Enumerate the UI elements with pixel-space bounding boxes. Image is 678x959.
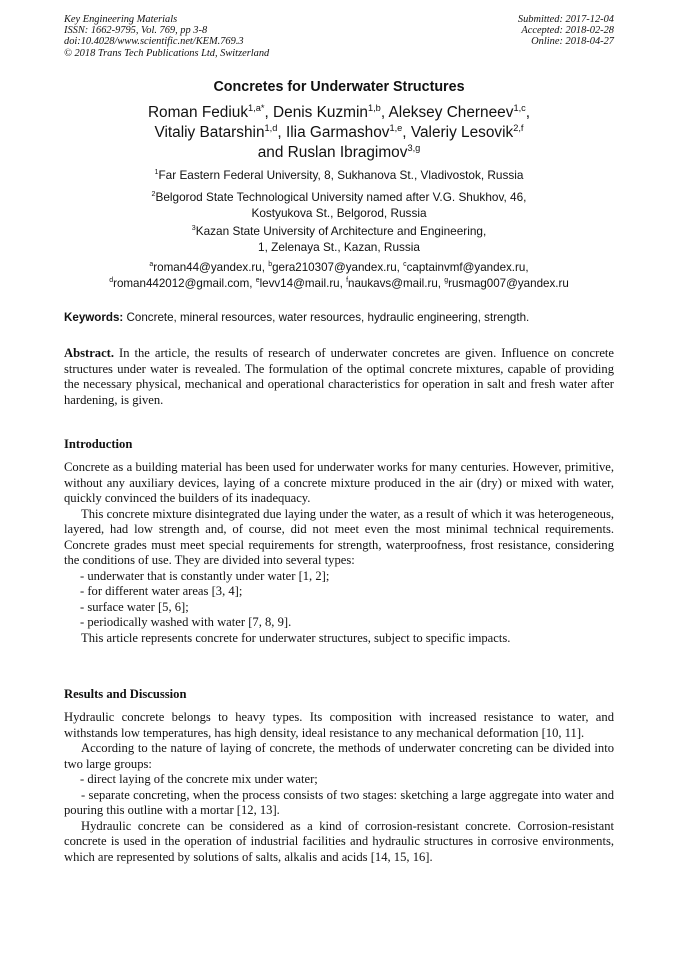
- list-item: - underwater that is constantly under water [1, 2];: [80, 568, 330, 583]
- email-address[interactable]: naukavs@mail.ru: [348, 276, 438, 290]
- introduction-body: [64, 460, 614, 646]
- list-item: - direct laying of the concrete mix under water;: [80, 772, 318, 786]
- author-name: and Ruslan Ibragimov: [257, 144, 408, 161]
- email-list: $^a$roman44@yandex.ru, $^b$gera210307@yandex.ru, $^c$captainvmf@yandex.ru, $^d$roman442012@gmail.com, $^e$levv14@mail.ru, $^f$naukavs@mail.ru, $^g$rusmag007@yandex.ru: [109, 261, 569, 290]
- email-address[interactable]: gera210307@yandex.ru: [272, 261, 397, 274]
- journal-name: Key Engineering Materials: [64, 14, 178, 25]
- author-line: [0, 123, 678, 143]
- email-sup: g: [444, 276, 449, 284]
- affiliation-text: Kazan State University of Architecture and Engineering,: [195, 224, 487, 238]
- email-address[interactable]: captainvmf@yandex.ru: [406, 261, 526, 274]
- abstract-label: Abstract.: [64, 346, 115, 360]
- affiliation-sup: 2: [151, 190, 156, 199]
- section-heading-introduction: Introduction: [64, 437, 133, 451]
- email-address[interactable]: levv14@mail.ru: [259, 276, 340, 290]
- date-online: Online: 2018-04-27: [531, 36, 614, 48]
- email-sup: f: [346, 276, 349, 284]
- author-name: Ilia Garmashov: [285, 124, 390, 141]
- author-list: [0, 103, 678, 163]
- paragraph: Concrete as a building material has been used for underwater works for many centuries. However, primitive, without any auxiliary devices, laying of a concrete mixture produced in the air (dry) or mixed with water, quickly convinced the builders of its inadequacy.: [64, 460, 614, 505]
- author-sep: ,: [380, 104, 389, 121]
- list-item: - for different water areas [3, 4];: [80, 584, 243, 598]
- affiliation-text: Kostyukova St., Belgorod, Russia: [251, 205, 427, 220]
- affiliation-3: [0, 224, 678, 255]
- list-item: - separate concreting, when the process consists of two stages: sketching a large aggregate into water and pouring this outline with a mortar [12, 13].: [64, 787, 614, 817]
- results-body: [64, 710, 614, 865]
- author-name: Roman Fediuk: [147, 104, 249, 121]
- affiliation-text: Belgorod State Technological University named after V.G. Shukhov, 46,: [155, 190, 527, 204]
- author-name: Vitaliy Batarshin: [154, 124, 265, 141]
- journal-copyright: © 2018 Trans Tech Publications Ltd, Switzerland: [64, 47, 270, 59]
- author-sup: 1,b: [367, 102, 381, 113]
- author-line: [0, 143, 678, 163]
- abstract: [64, 346, 614, 408]
- author-line: [0, 103, 678, 123]
- author-sep: ,: [525, 104, 531, 121]
- email-sup: b: [268, 261, 273, 269]
- author-sup: 1,a*: [248, 102, 265, 113]
- author-sup: 1,d: [264, 122, 278, 133]
- section-heading-results: Results and Discussion: [64, 687, 187, 701]
- affiliation-text: 1, Zelenaya St., Kazan, Russia: [258, 239, 420, 254]
- list-item: - surface water [5, 6];: [80, 599, 189, 614]
- submission-dates: [518, 14, 614, 48]
- affiliation-text: Far Eastern Federal University, 8, Sukhanova St., Vladivostok, Russia: [158, 168, 524, 182]
- date-accepted: Accepted: 2018-02-28: [521, 25, 614, 37]
- paragraph: Hydraulic concrete can be considered as a kind of corrosion-resistant concrete. Corrosion-resistant concrete is used in the operation of industrial facilities and hydraulic structures in corrosive environments, which are represented by solutions of salts, alkalis and acids [14, 15, 16].: [64, 818, 614, 864]
- author-name: Aleksey Cherneev: [388, 104, 514, 121]
- keywords-label: Keywords:: [64, 311, 124, 324]
- affiliation-sup: 3: [191, 224, 196, 233]
- paper-title: Concretes for Underwater Structures: [213, 79, 465, 95]
- email-address[interactable]: roman44@yandex.ru: [153, 261, 262, 274]
- paragraph: This article represents concrete for underwater structures, subject to specific impacts.: [81, 630, 511, 645]
- affiliation-1: [0, 168, 678, 184]
- affiliation-sup: 1: [154, 168, 159, 177]
- email-sup: a: [149, 261, 154, 269]
- author-sup: 1,e: [389, 122, 403, 133]
- author-sup: 2,f: [513, 122, 524, 133]
- journal-info: [64, 14, 269, 59]
- author-sep: ,: [264, 104, 274, 121]
- author-sup: 1,c: [513, 102, 526, 113]
- date-submitted: Submitted: 2017-12-04: [517, 14, 614, 25]
- author-sup: 3,g: [407, 142, 421, 153]
- email-sup: d: [109, 276, 114, 284]
- journal-issn: ISSN: 1662-9795, Vol. 769, pp 3-8: [64, 25, 208, 37]
- email-address[interactable]: roman442012@gmail.com: [113, 276, 250, 290]
- author-name: Valeriy Lesovik: [410, 124, 514, 141]
- email-sup: e: [255, 276, 260, 284]
- email-address[interactable]: rusmag007@yandex.ru: [448, 276, 569, 290]
- keywords: [64, 310, 616, 325]
- journal-doi: doi:10.4028/www.scientific.net/KEM.769.3: [64, 36, 244, 48]
- list-item: - periodically washed with water [7, 8, 9].: [80, 615, 292, 629]
- affiliation-2: [0, 190, 678, 221]
- author-sep: ,: [277, 124, 286, 141]
- paragraph: According to the nature of laying of concrete, the methods of underwater concreting can be divided into two large groups:: [64, 741, 614, 771]
- author-name: Denis Kuzmin: [273, 104, 368, 121]
- author-sep: ,: [402, 124, 411, 141]
- paragraph: Hydraulic concrete belongs to heavy types. Its composition with increased resistance to water, and withstands low temperatures, has high density, ideal resistance to any mechanical deformation [10, 11].: [64, 710, 614, 740]
- keywords-text: Concrete, mineral resources, water resources, hydraulic engineering, strength.: [126, 311, 530, 324]
- paragraph: This concrete mixture disintegrated due laying under the water, as a result of which it was heterogeneous, layered, had low strength and, of course, did not meet even the most minimal technical requirements. Concrete grades must meet special requirements for strength, waterproofness, frost resistance, considering the conditions of use. They are divided into several types:: [64, 506, 614, 567]
- abstract-text: In the article, the results of research of underwater concretes are given. Influence on concrete structures under water is revealed. The formulation of the optimal concrete mixtures, capable of providing the necessary physical, mechanical and operational characteristics for operation in salt and fresh water after hardening, is given.: [64, 346, 614, 407]
- email-sup: c: [403, 261, 407, 269]
